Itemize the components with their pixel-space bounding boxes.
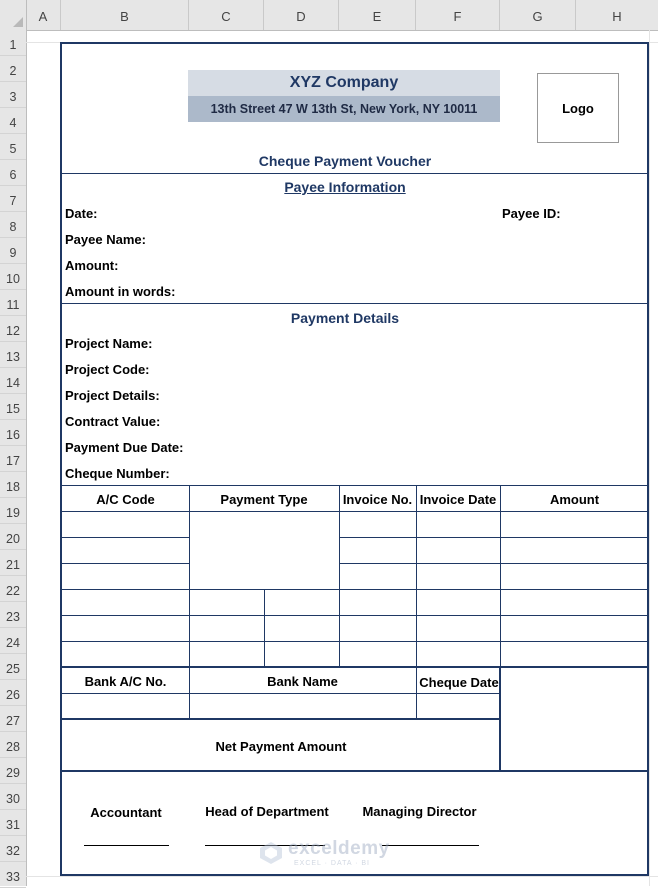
row-header[interactable]: 28: [0, 732, 26, 758]
signature-managing-director-label: Managing Director: [362, 804, 477, 819]
row-header[interactable]: 15: [0, 394, 26, 420]
row-header[interactable]: 18: [0, 472, 26, 498]
column-header[interactable]: D: [264, 0, 339, 30]
row-header[interactable]: 2: [0, 56, 26, 82]
watermark: [258, 838, 408, 870]
column-header[interactable]: F: [416, 0, 500, 30]
table-row-line: [62, 615, 649, 616]
bank-header-bank-name: Bank Name: [267, 674, 338, 689]
row-header[interactable]: 6: [0, 160, 26, 186]
date-label: Date:: [65, 206, 98, 221]
table-row-line: [62, 589, 649, 590]
table-row-line: [62, 641, 649, 642]
row-header[interactable]: 10: [0, 264, 26, 290]
row-header[interactable]: 4: [0, 108, 26, 134]
bank-col-line: [416, 667, 417, 719]
bank-header-cheque-date: Cheque Date: [419, 675, 499, 690]
row-header[interactable]: 31: [0, 810, 26, 836]
amount-in-words-label: Amount in words:: [65, 284, 176, 299]
table-row-line: [339, 537, 649, 538]
table-header-invoice-no: Invoice No.: [342, 492, 413, 507]
project-name-label: Project Name:: [65, 336, 153, 351]
row-header[interactable]: 26: [0, 680, 26, 706]
row-header[interactable]: 8: [0, 212, 26, 238]
table-header-invoice-date: Invoice Date: [419, 492, 497, 507]
table-border: [62, 485, 649, 486]
table-header-ac-code: A/C Code: [96, 492, 155, 507]
column-header[interactable]: C: [189, 0, 264, 30]
column-header[interactable]: H: [612, 9, 622, 24]
row-header[interactable]: 16: [0, 420, 26, 446]
row-header[interactable]: 20: [0, 524, 26, 550]
watermark-logo-icon: [258, 840, 284, 866]
row-header[interactable]: 25: [0, 654, 26, 680]
logo-placeholder: Logo: [562, 101, 594, 116]
divider: [62, 303, 649, 304]
table-row-line: [62, 537, 189, 538]
table-header-amount: Amount: [549, 492, 600, 507]
gridline: [26, 876, 658, 877]
row-header[interactable]: 11: [0, 290, 26, 316]
signature-line: [84, 845, 169, 846]
row-header[interactable]: 1: [0, 30, 26, 56]
payment-section-title: Payment Details: [290, 310, 400, 326]
payee-section-title: Payee Information: [284, 179, 406, 195]
table-row-line: [339, 563, 649, 564]
divider: [62, 770, 649, 772]
row-header[interactable]: 24: [0, 628, 26, 654]
table-col-line: [339, 485, 340, 667]
table-col-line: [264, 589, 265, 667]
row-header[interactable]: 14: [0, 368, 26, 394]
row-header[interactable]: 7: [0, 186, 26, 212]
row-header[interactable]: 27: [0, 706, 26, 732]
row-header[interactable]: 17: [0, 446, 26, 472]
bank-col-line: [189, 667, 190, 719]
gridline: [649, 30, 650, 886]
row-header[interactable]: 3: [0, 82, 26, 108]
contract-value-label: Contract Value:: [65, 414, 161, 429]
project-code-label: Project Code:: [65, 362, 150, 377]
row-header[interactable]: 32: [0, 836, 26, 862]
table-col-line: [500, 485, 501, 667]
company-address: 13th Street 47 W 13th St, New York, NY 10011: [210, 102, 478, 116]
row-header[interactable]: 33: [0, 862, 26, 888]
payee-name-label: Payee Name:: [65, 232, 146, 247]
payee-id-label: Payee ID:: [502, 206, 561, 221]
table-header-payment-type: Payment Type: [220, 492, 308, 507]
row-header[interactable]: 12: [0, 316, 26, 342]
table-col-line: [416, 485, 417, 667]
column-header[interactable]: G: [500, 0, 576, 30]
table-col-line: [189, 485, 190, 667]
voucher-sheet: [60, 42, 649, 876]
amount-label: Amount:: [65, 258, 119, 273]
row-header[interactable]: 5: [0, 134, 26, 160]
row-header[interactable]: 23: [0, 602, 26, 628]
table-bottom-border: [62, 666, 649, 668]
signature-head-of-department-label: Head of Department: [205, 804, 329, 819]
row-header[interactable]: 30: [0, 784, 26, 810]
project-details-label: Project Details:: [65, 388, 160, 403]
voucher-title: Cheque Payment Voucher: [258, 153, 432, 169]
bank-row-line: [62, 718, 500, 720]
divider: [62, 173, 649, 174]
watermark-tagline: EXCEL · DATA · BI: [294, 860, 370, 867]
company-name: XYZ Company: [289, 74, 399, 91]
bank-col-line: [499, 667, 501, 771]
bank-row-line: [62, 693, 500, 694]
row-header[interactable]: 22: [0, 576, 26, 602]
signature-accountant-label: Accountant: [90, 805, 162, 820]
column-header[interactable]: E: [339, 0, 416, 30]
column-header[interactable]: B: [61, 0, 189, 30]
payment-due-date-label: Payment Due Date:: [65, 440, 184, 455]
column-header[interactable]: A: [26, 0, 61, 30]
select-all-button[interactable]: [0, 0, 27, 30]
row-header[interactable]: 9: [0, 238, 26, 264]
row-header[interactable]: 13: [0, 342, 26, 368]
net-payment-amount-label: Net Payment Amount: [215, 739, 347, 754]
bank-header-ac-no: Bank A/C No.: [84, 674, 167, 689]
cheque-number-label: Cheque Number:: [65, 466, 170, 481]
table-row-line: [62, 511, 649, 512]
row-header[interactable]: 21: [0, 550, 26, 576]
row-header[interactable]: 19: [0, 498, 26, 524]
table-row-line: [62, 563, 189, 564]
row-header[interactable]: 29: [0, 758, 26, 784]
watermark-brand: exceldemy: [288, 838, 390, 859]
